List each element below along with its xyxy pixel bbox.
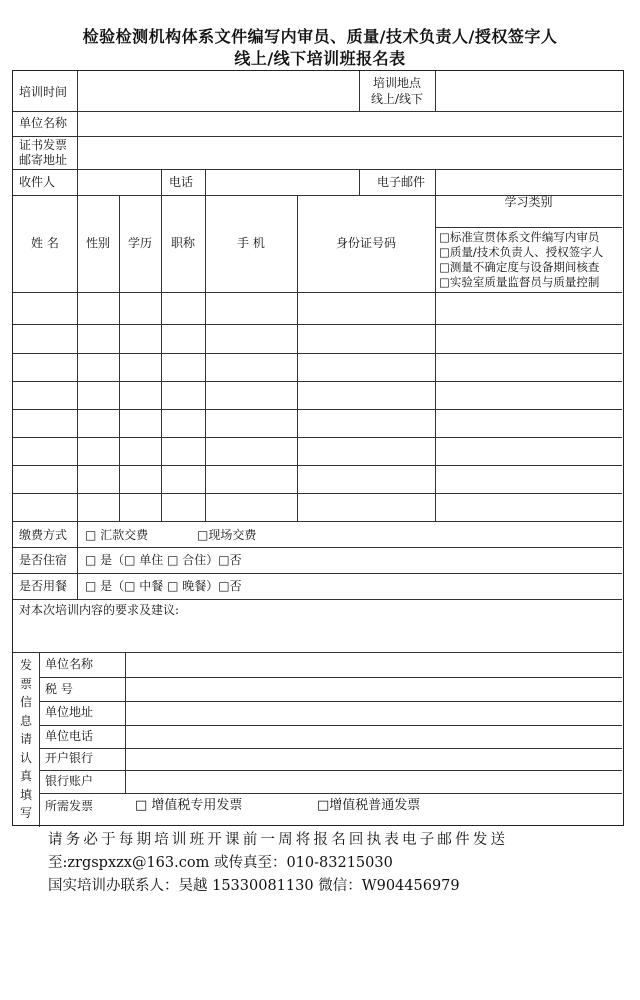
column-divider bbox=[77, 71, 78, 195]
lodging-options[interactable]: □ 是（□ 单住 □ 合住）□否 bbox=[85, 553, 242, 567]
phone-field[interactable] bbox=[207, 175, 357, 190]
col-header-mobile: 手 机 bbox=[237, 236, 265, 250]
row-divider bbox=[13, 599, 622, 600]
row-divider bbox=[13, 652, 622, 653]
row-divider bbox=[13, 136, 622, 137]
training-location-label-line2: 线上/线下 bbox=[370, 92, 424, 106]
column-divider bbox=[435, 71, 436, 111]
row-divider bbox=[13, 573, 622, 574]
row-divider bbox=[13, 292, 622, 293]
row-divider bbox=[39, 677, 622, 678]
col-header-title: 职称 bbox=[170, 236, 195, 250]
invoice-type-vat-special[interactable]: □ 增值税专用发票 bbox=[135, 798, 243, 813]
cert-address-label-line1: 证书发票 bbox=[19, 138, 68, 152]
invoice-tax-number-field[interactable] bbox=[127, 682, 619, 697]
row-divider bbox=[39, 770, 622, 771]
row-divider bbox=[13, 547, 622, 548]
payment-option-onsite[interactable]: □现场交费 bbox=[197, 528, 257, 542]
invoice-unit-phone-label: 单位电话 bbox=[45, 729, 94, 743]
footer-contact-line: 国实培训办联系人：吴越 15330081130 微信：W904456979 bbox=[48, 878, 460, 894]
column-divider bbox=[39, 652, 40, 827]
invoice-bank-field[interactable] bbox=[127, 751, 619, 766]
study-option-measurement-uncertainty[interactable]: □测量不确定度与设备期间核查 bbox=[439, 260, 600, 274]
invoice-unit-address-field[interactable] bbox=[127, 705, 619, 720]
training-time-field[interactable] bbox=[79, 85, 359, 100]
column-divider bbox=[435, 195, 436, 521]
training-location-label-line1: 培训地点 bbox=[372, 76, 421, 90]
col-header-education: 学历 bbox=[127, 236, 152, 250]
col-header-name: 姓 名 bbox=[31, 236, 59, 250]
invoice-type-label: 所需发票 bbox=[45, 799, 94, 813]
row-divider bbox=[13, 409, 622, 410]
phone-label: 电话 bbox=[169, 175, 194, 189]
study-option-quality-technical-manager[interactable]: □质量/技术负责人、授权签字人 bbox=[439, 245, 604, 259]
lodging-label: 是否住宿 bbox=[19, 553, 68, 567]
invoice-side-label: 发票信息请认真填写 bbox=[19, 658, 32, 820]
col-header-study-category: 学习类别 bbox=[504, 195, 553, 209]
row-divider bbox=[13, 169, 622, 170]
meals-options[interactable]: □ 是（□ 中餐 □ 晚餐）□否 bbox=[85, 579, 242, 593]
invoice-bank-label: 开户银行 bbox=[45, 751, 94, 765]
row-divider bbox=[39, 748, 622, 749]
invoice-unit-name-label: 单位名称 bbox=[45, 657, 94, 671]
row-divider bbox=[39, 725, 622, 726]
row-divider bbox=[13, 111, 622, 112]
row-divider bbox=[13, 521, 622, 522]
invoice-tax-number-label: 税 号 bbox=[45, 682, 73, 696]
registration-form bbox=[12, 70, 624, 826]
study-option-quality-supervisor[interactable]: □实验室质量监督员与质量控制 bbox=[439, 275, 600, 289]
row-divider bbox=[39, 701, 622, 702]
column-divider bbox=[435, 169, 436, 195]
cert-address-label-line2: 邮寄地址 bbox=[19, 153, 68, 167]
email-field[interactable] bbox=[437, 175, 621, 190]
form-title-line2: 线上/线下培训班报名表 bbox=[234, 49, 406, 68]
invoice-bank-account-label: 银行账户 bbox=[45, 774, 94, 788]
training-location-field[interactable] bbox=[437, 79, 621, 103]
row-divider bbox=[13, 493, 622, 494]
form-title-line1: 检验检测机构体系文件编写内审员、质量/技术负责人/授权签字人 bbox=[82, 27, 558, 46]
meals-label: 是否用餐 bbox=[19, 579, 68, 593]
row-divider bbox=[435, 227, 622, 228]
col-header-gender: 性别 bbox=[85, 236, 110, 250]
row-divider bbox=[13, 437, 622, 438]
footer-instruction-line2: 至:zrgspxzx@163.com 或传真至：010-83215030 bbox=[48, 855, 393, 871]
row-divider bbox=[13, 324, 622, 325]
recipient-field[interactable] bbox=[79, 175, 159, 190]
payment-label: 缴费方式 bbox=[19, 528, 68, 542]
column-divider bbox=[161, 169, 162, 195]
email-label: 电子邮件 bbox=[377, 175, 426, 189]
row-divider bbox=[39, 793, 622, 794]
suggestions-label: 对本次培训内容的要求及建议: bbox=[19, 603, 180, 617]
invoice-unit-phone-field[interactable] bbox=[127, 729, 619, 744]
payment-option-remittance[interactable]: □ 汇款交费 bbox=[85, 528, 149, 542]
column-divider bbox=[77, 521, 78, 599]
invoice-bank-account-field[interactable] bbox=[127, 774, 619, 789]
cert-address-field[interactable] bbox=[79, 143, 619, 161]
study-option-internal-auditor[interactable]: □标准宣贯体系文件编写内审员 bbox=[439, 230, 600, 244]
row-divider bbox=[13, 465, 622, 466]
column-divider bbox=[205, 169, 206, 195]
invoice-unit-name-field[interactable] bbox=[127, 657, 619, 672]
row-divider bbox=[13, 353, 622, 354]
unit-name-field[interactable] bbox=[79, 116, 619, 131]
col-header-id-number: 身份证号码 bbox=[335, 236, 396, 250]
row-divider bbox=[13, 381, 622, 382]
training-time-label: 培训时间 bbox=[19, 85, 68, 99]
suggestions-field[interactable] bbox=[19, 621, 619, 649]
column-divider bbox=[359, 169, 360, 195]
recipient-label: 收件人 bbox=[19, 175, 56, 189]
column-divider bbox=[125, 652, 126, 793]
invoice-type-vat-normal[interactable]: □增值税普通发票 bbox=[317, 798, 421, 813]
unit-name-label: 单位名称 bbox=[19, 116, 68, 130]
invoice-unit-address-label: 单位地址 bbox=[45, 705, 94, 719]
footer-instruction-line1: 请务必于每期培训班开课前一周将报名回执表电子邮件发送 bbox=[48, 832, 509, 848]
